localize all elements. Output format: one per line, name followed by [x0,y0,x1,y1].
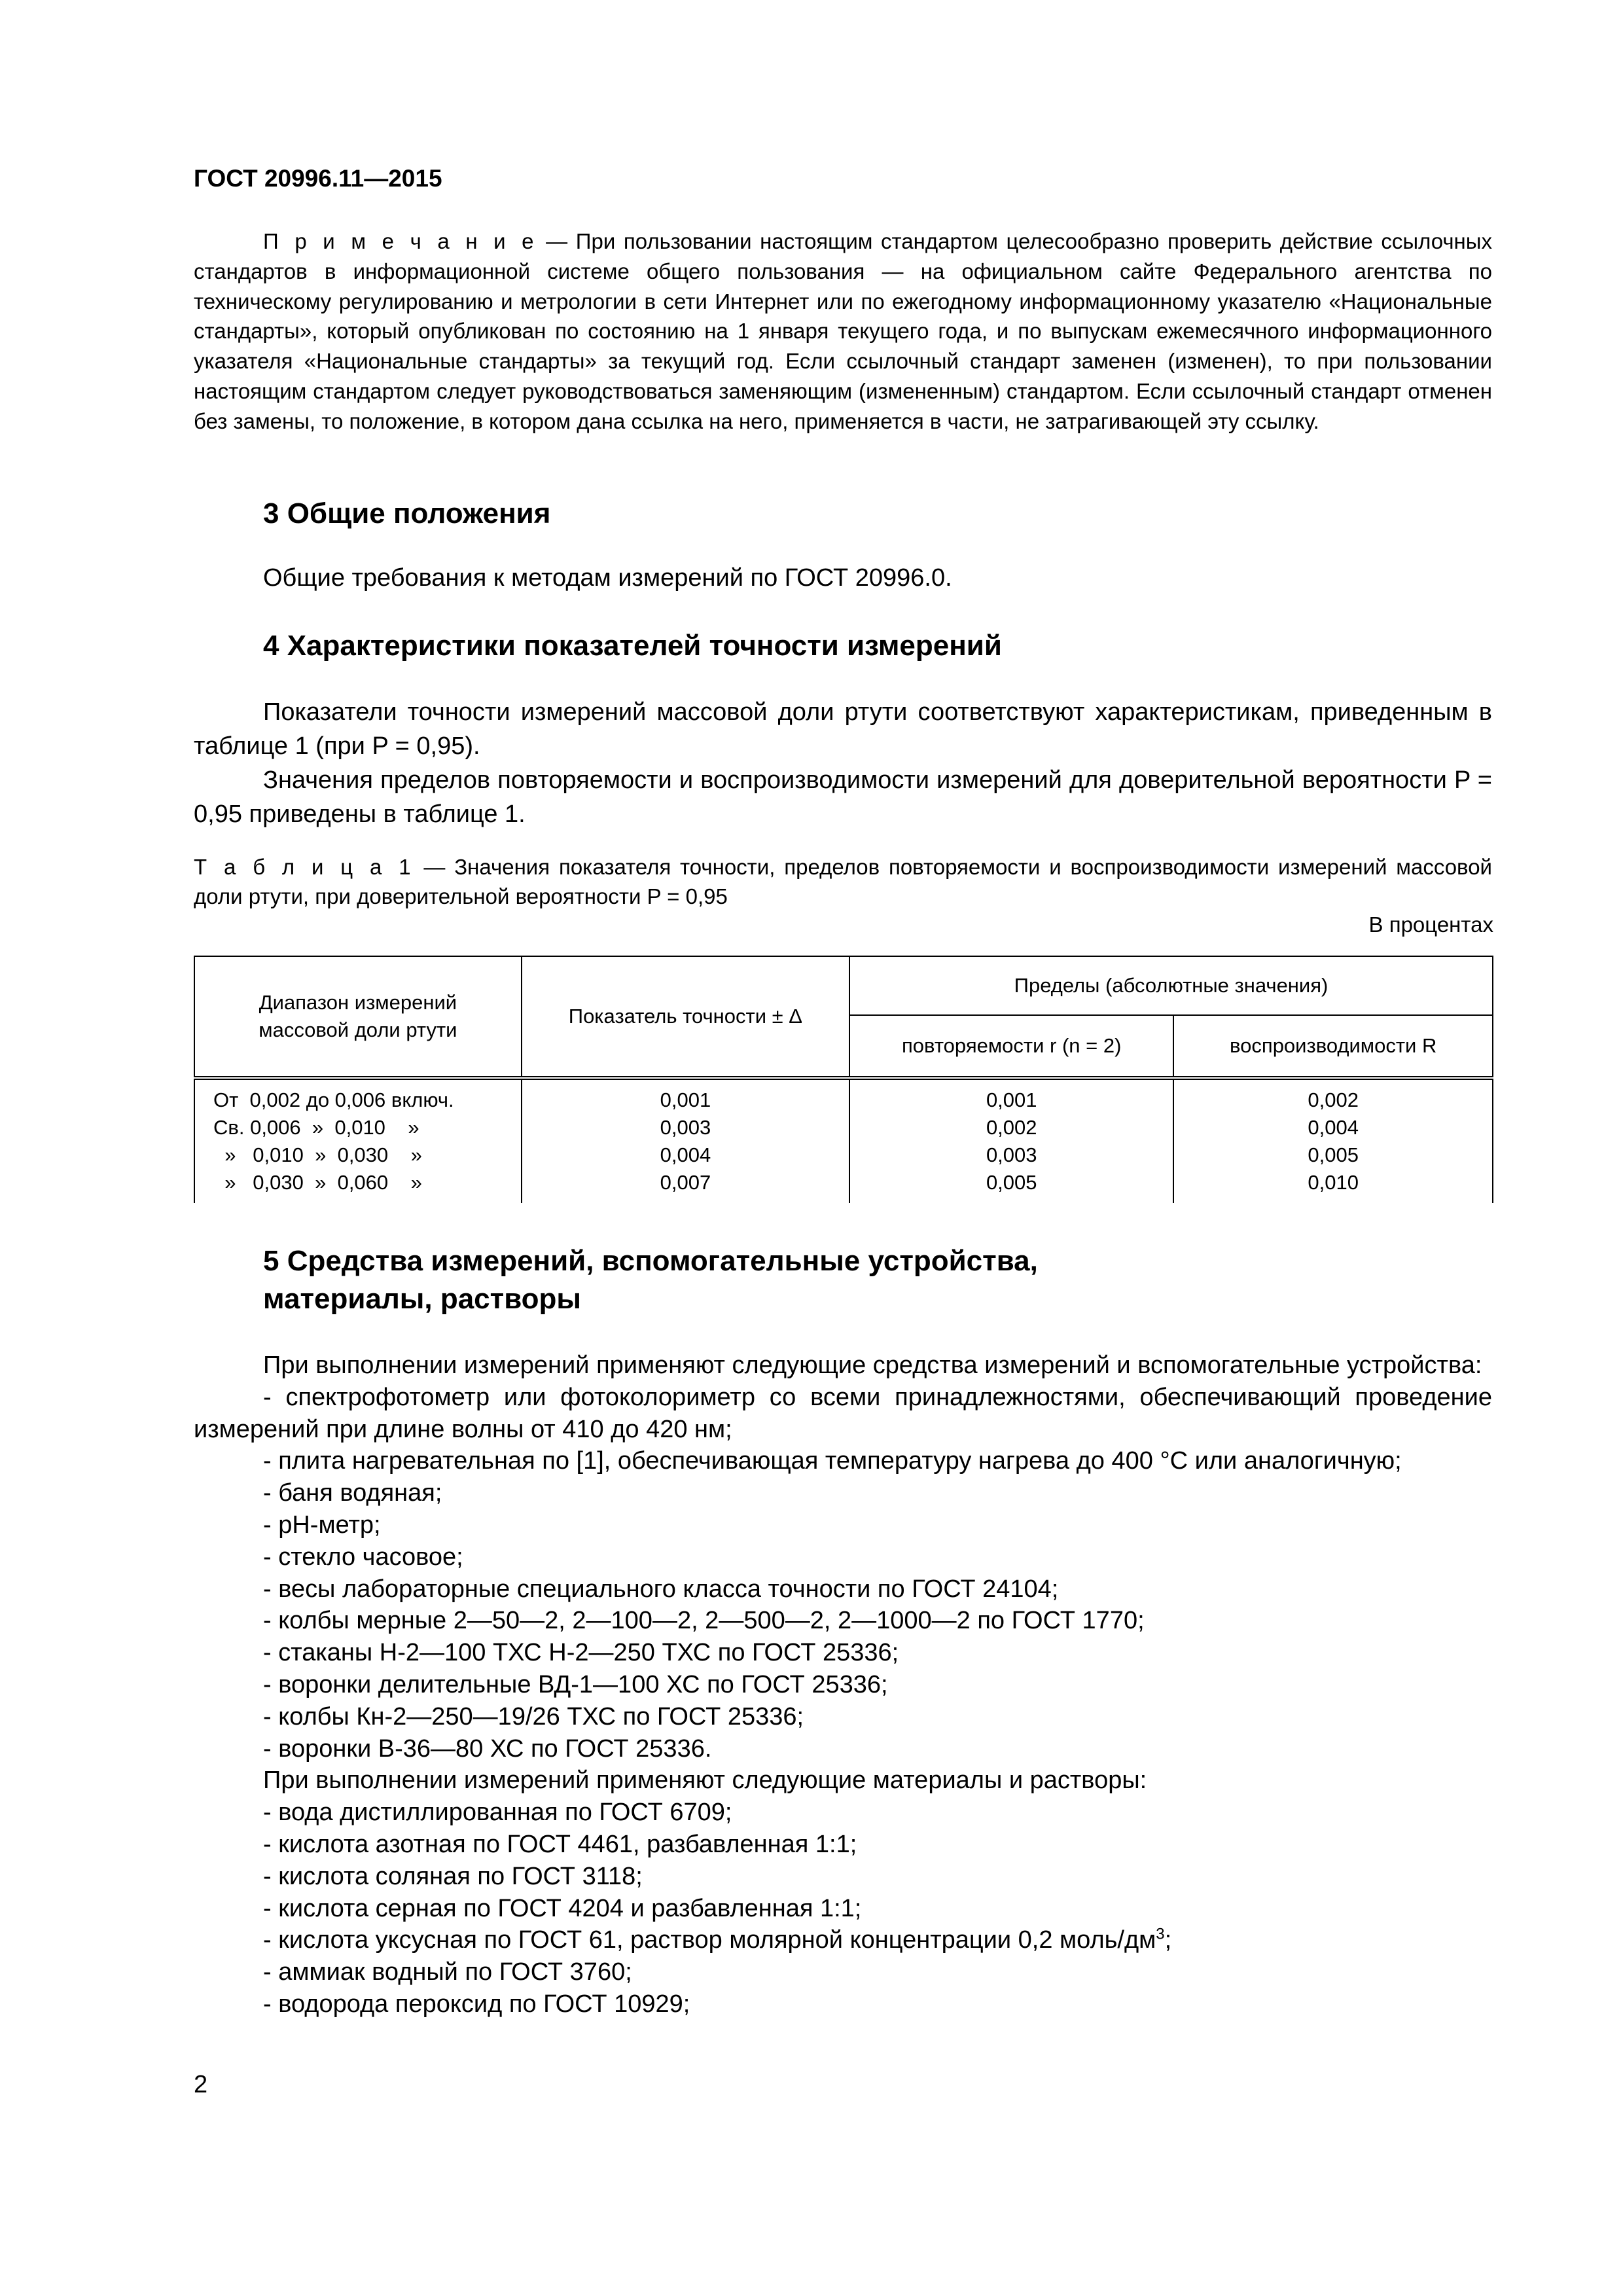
document-header: ГОСТ 20996.11—2015 [194,165,442,192]
list-item: - водорода пероксид по ГОСТ 10929; [263,1990,690,2018]
reproducibility-row-4: 0,010 [1308,1171,1359,1194]
section-3-title: 3 Общие положения [263,497,551,529]
page-number: 2 [194,2071,208,2098]
section-4-title: 4 Характеристики показателей точности измерений [263,630,1002,662]
header-limits: Пределы (абсолютные значения) [849,956,1493,1015]
section-5-body [194,1350,1492,2020]
accuracy-row-1: 0,001 [660,1088,711,1111]
reproducibility-row-1: 0,002 [1308,1088,1359,1111]
table-cell-repeatability [849,1078,1173,1203]
materials-list [194,1797,1492,1924]
list-item: - кислота соляная по ГОСТ 3118; [263,1862,643,1890]
table-cell-range [194,1078,522,1203]
list-item: - аммиак водный по ГОСТ 3760; [263,1958,632,1986]
instruments-list [194,1382,1492,1765]
header-range: Диапазон измерений массовой доли ртути [194,956,522,1078]
materials-list-continued [194,1956,1492,2020]
header-accuracy: Показатель точности ± Δ [522,956,849,1078]
list-item: - рН-метр; [263,1511,381,1539]
list-item: - плита нагревательная по [1], обеспечивающая температуру нагрева до 400 °С или аналогичную; [263,1447,1402,1475]
repeatability-row-3: 0,003 [986,1143,1037,1166]
note-paragraph [194,226,1492,437]
table-caption-text: — Значения показателя точности, пределов повторяемости и воспроизводимости измерений массовой доли ртути, при доверительной вероятности P = 0,95 [194,855,1492,908]
section-5-title-line-1: 5 Средства измерений, вспомогательные устройства, [263,1245,1038,1277]
table-caption-label: Т а б л и ц а 1 [194,855,415,879]
range-row-3: » 0,010 » 0,030 » [213,1143,422,1166]
note-label: П р и м е ч а н и е [263,229,538,253]
range-row-2: Св. 0,006 » 0,010 » [213,1116,419,1139]
list-item: - колбы Кн-2—250—19/26 ТХС по ГОСТ 25336; [263,1702,804,1731]
list-item: - баня водяная; [263,1479,442,1507]
accuracy-row-4: 0,007 [660,1171,711,1194]
repeatability-row-1: 0,001 [986,1088,1037,1111]
table-units: В процентах [1368,912,1493,937]
table-cell-accuracy [522,1078,849,1203]
table-caption [194,852,1492,911]
list-item: - весы лабораторные специального класса точности по ГОСТ 24104; [263,1575,1059,1603]
list-item: - стаканы Н-2—100 ТХС Н-2—250 ТХС по ГОСТ 25336; [263,1639,899,1667]
accuracy-table [194,956,1493,1203]
repeatability-row-4: 0,005 [986,1171,1037,1194]
range-row-1: От 0,002 до 0,006 включ. [213,1088,454,1111]
reproducibility-row-2: 0,004 [1308,1116,1359,1139]
note-text: — При пользовании настоящим стандартом целесообразно проверить действие ссылочных стандартов в информационной системе общего пользования — на официальном сайте Федерального агентства по техническому регулированию и метрологии в сети Интернет или по ежегодному информационному указателю «Национальные стандарты», который опубликован по состоянию на 1 января текущего года, и по выпускам ежемесячного информационного указателя «Национальные стандарты» за текущий год. Если ссылочный стандарт заменен (изменен), то при пользовании настоящим стандартом следует руководствоваться заменяющим (измененным) стандартом. Если ссылочный стандарт отменен без замены, то положение, в котором дана ссылка на него, применяется в части, не затрагивающей эту ссылку. [194,229,1492,433]
list-item: - воронки В-36—80 ХС по ГОСТ 25336. [263,1734,712,1763]
acetic-superscript: 3 [1156,1925,1165,1943]
accuracy-row-3: 0,004 [660,1143,711,1166]
section-3-text: Общие требования к методам измерений по ГОСТ 20996.0. [263,564,952,592]
section-4-body [194,695,1492,831]
section-5-intro-1: При выполнении измерений применяют следующие средства измерений и вспомогательные устройства: [263,1352,1482,1379]
acetic-end: ; [1164,1926,1172,1954]
list-item: - стекло часовое; [263,1543,463,1571]
section-5-title [263,1242,1038,1318]
reproducibility-row-3: 0,005 [1308,1143,1359,1166]
range-row-4: » 0,030 » 0,060 » [213,1171,422,1194]
section-5-intro-2: При выполнении измерений применяют следующие материалы и растворы: [263,1767,1147,1795]
section-5-title-line-2: материалы, растворы [263,1283,581,1315]
table-cell-reproducibility [1173,1078,1493,1203]
list-item: - колбы мерные 2—50—2, 2—100—2, 2—500—2, 2—1000—2 по ГОСТ 1770; [263,1607,1145,1635]
repeatability-row-2: 0,002 [986,1116,1037,1139]
acetic-text: - кислота уксусная по ГОСТ 61, раствор молярной концентрации 0,2 моль/дм [263,1926,1156,1954]
header-reproducibility: воспроизводимости R [1173,1015,1493,1078]
section-4-paragraph-2: Значения пределов повторяемости и воспроизводимости измерений для доверительной вероятности P = 0,95 приведены в таблице 1. [194,766,1492,828]
list-item: - кислота серная по ГОСТ 4204 и разбавленная 1:1; [263,1894,862,1922]
accuracy-row-2: 0,003 [660,1116,711,1139]
list-item: - спектрофотометр или фотоколориметр со всеми принадлежностями, обеспечивающий проведение измерений при длине волны от 410 до 420 нм; [194,1383,1492,1443]
list-item: - воронки делительные ВД-1—100 ХС по ГОСТ 25336; [263,1670,888,1698]
header-repeatability: повторяемости r (n = 2) [849,1015,1173,1078]
list-item-acetic [194,1924,1492,1956]
list-item: - кислота азотная по ГОСТ 4461, разбавленная 1:1; [263,1830,857,1858]
list-item: - вода дистиллированная по ГОСТ 6709; [263,1799,732,1827]
section-4-paragraph-1: Показатели точности измерений массовой доли ртути соответствуют характеристикам, приведенным в таблице 1 (при P = 0,95). [194,698,1492,760]
